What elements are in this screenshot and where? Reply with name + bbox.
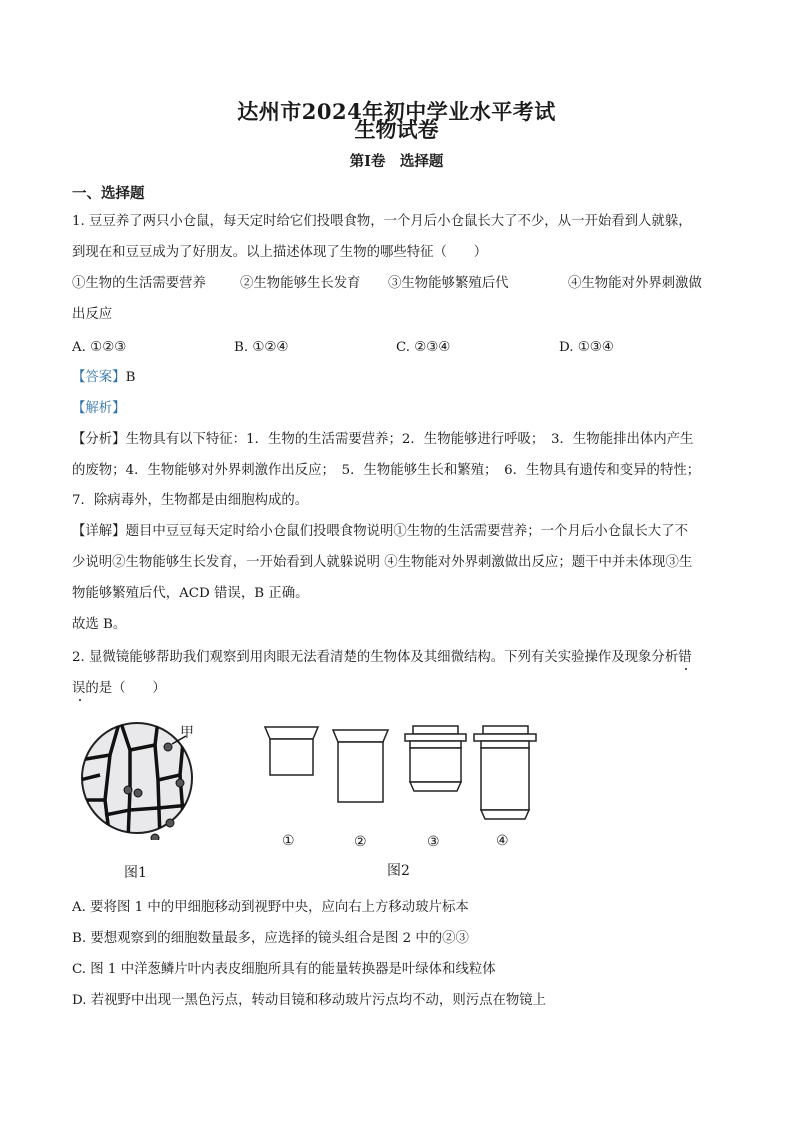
q1-answer [72,368,135,388]
figure-2-caption: 图2 [387,863,410,879]
q1-stem-line2: 到现在和豆豆成为了好朋友。以上描述体现了生物的哪些特征（ ） [72,245,488,260]
fenxi-line2: 的废物；4．生物能够对外界刺激作出反应； 5．生物能够生长和繁殖； 6．生物具有遗传和变异的特性； [72,463,701,478]
answer-value: B [125,370,136,385]
q1-statement-4: ④生物能对外界刺激做 [568,276,702,291]
q2-option-c: C. 图 1 中洋葱鳞片叶内表皮细胞所具有的能量转换器是叶绿体和线粒体 [72,962,496,977]
q2-stem-line1: 2. 显微镜能够帮助我们观察到用肉眼无法看清楚的生物体及其细微结构。下列有关实验操作及现象分析错 [72,650,692,665]
q1-option-a: A. ①②③ [72,340,127,355]
q2-option-a: A. 要将图 1 中的甲细胞移动到视野中央，应向右上方移动玻片标本 [72,900,469,915]
lens-diagrams [250,715,550,825]
cell-jia-label: 甲 [180,725,194,741]
emphasis-char: 误 [72,681,86,696]
emphasis-char: 错 [678,650,692,665]
q1-conclusion: 故选 B。 [72,617,127,632]
xiangjie-line3: 物能够繁殖后代，ACD 错误，B 正确。 [72,586,309,601]
q1-statement-4-cont: 出反应 [72,307,113,322]
q1-statement-1: ①生物的生活需要营养 [72,276,206,291]
q1-option-b: B. ①②④ [234,340,289,355]
xiangjie-label: 【详解】 [72,524,126,539]
lens-label-3: ③ [427,834,440,850]
q1-option-c: C. ②③④ [396,340,451,355]
lens-label-4: ④ [496,833,509,849]
part-title: 第I卷 选择题 [349,153,444,170]
exam-subtitle: 生物试卷 [354,117,439,142]
q1-statement-3: ③生物能够繁殖后代 [388,276,509,291]
lens-label-2: ② [354,834,367,850]
section-title: 一、选择题 [72,185,145,202]
analysis-label: 【解析】 [72,401,126,416]
fenxi-label: 【分析】 [72,432,126,447]
fenxi-line3: 7．除病毒外，生物都是由细胞构成的。 [72,493,309,508]
answer-label: 【答案】 [72,370,126,385]
q2-stem-line2: 误的是（ ） [72,681,166,696]
q1-statement-2: ②生物能够生长发育 [240,276,361,291]
q2-option-b: B. 要想观察到的细胞数量最多，应选择的镜头组合是图 2 中的②③ [72,931,469,946]
q1-option-d: D. ①③④ [559,340,614,355]
exam-title: 达州市2024年初中学业水平考试 [237,99,556,124]
figure-1-micrograph [80,720,195,835]
figure-1-caption: 图1 [124,865,147,881]
q1-stem-line1: 1. 豆豆养了两只小仓鼠，每天定时给它们投喂食物，一个月后小仓鼠长大了不少，从一开始看到人就躲， [72,214,692,229]
lens-label-1: ① [282,833,295,849]
figure-2-lenses [250,715,550,835]
fenxi-line1: 【分析】生物具有以下特征：1．生物的生活需要营养；2．生物能够进行呼吸； 3．生物能排出体内产生 [72,432,694,447]
q2-option-d: D. 若视野中出现一黑色污点，转动目镜和移动玻片污点均不动，则污点在物镜上 [72,993,547,1008]
xiangjie-line1: 【详解】题目中豆豆每天定时给小仓鼠们投喂食物说明①生物的生活需要营养；一个月后小仓鼠长大了不 [72,524,688,539]
xiangjie-line2: 少说明②生物能够生长发育，一开始看到人就躲说明 ④生物能对外界刺激做出反应；题干中并未体现③生 [72,555,693,570]
